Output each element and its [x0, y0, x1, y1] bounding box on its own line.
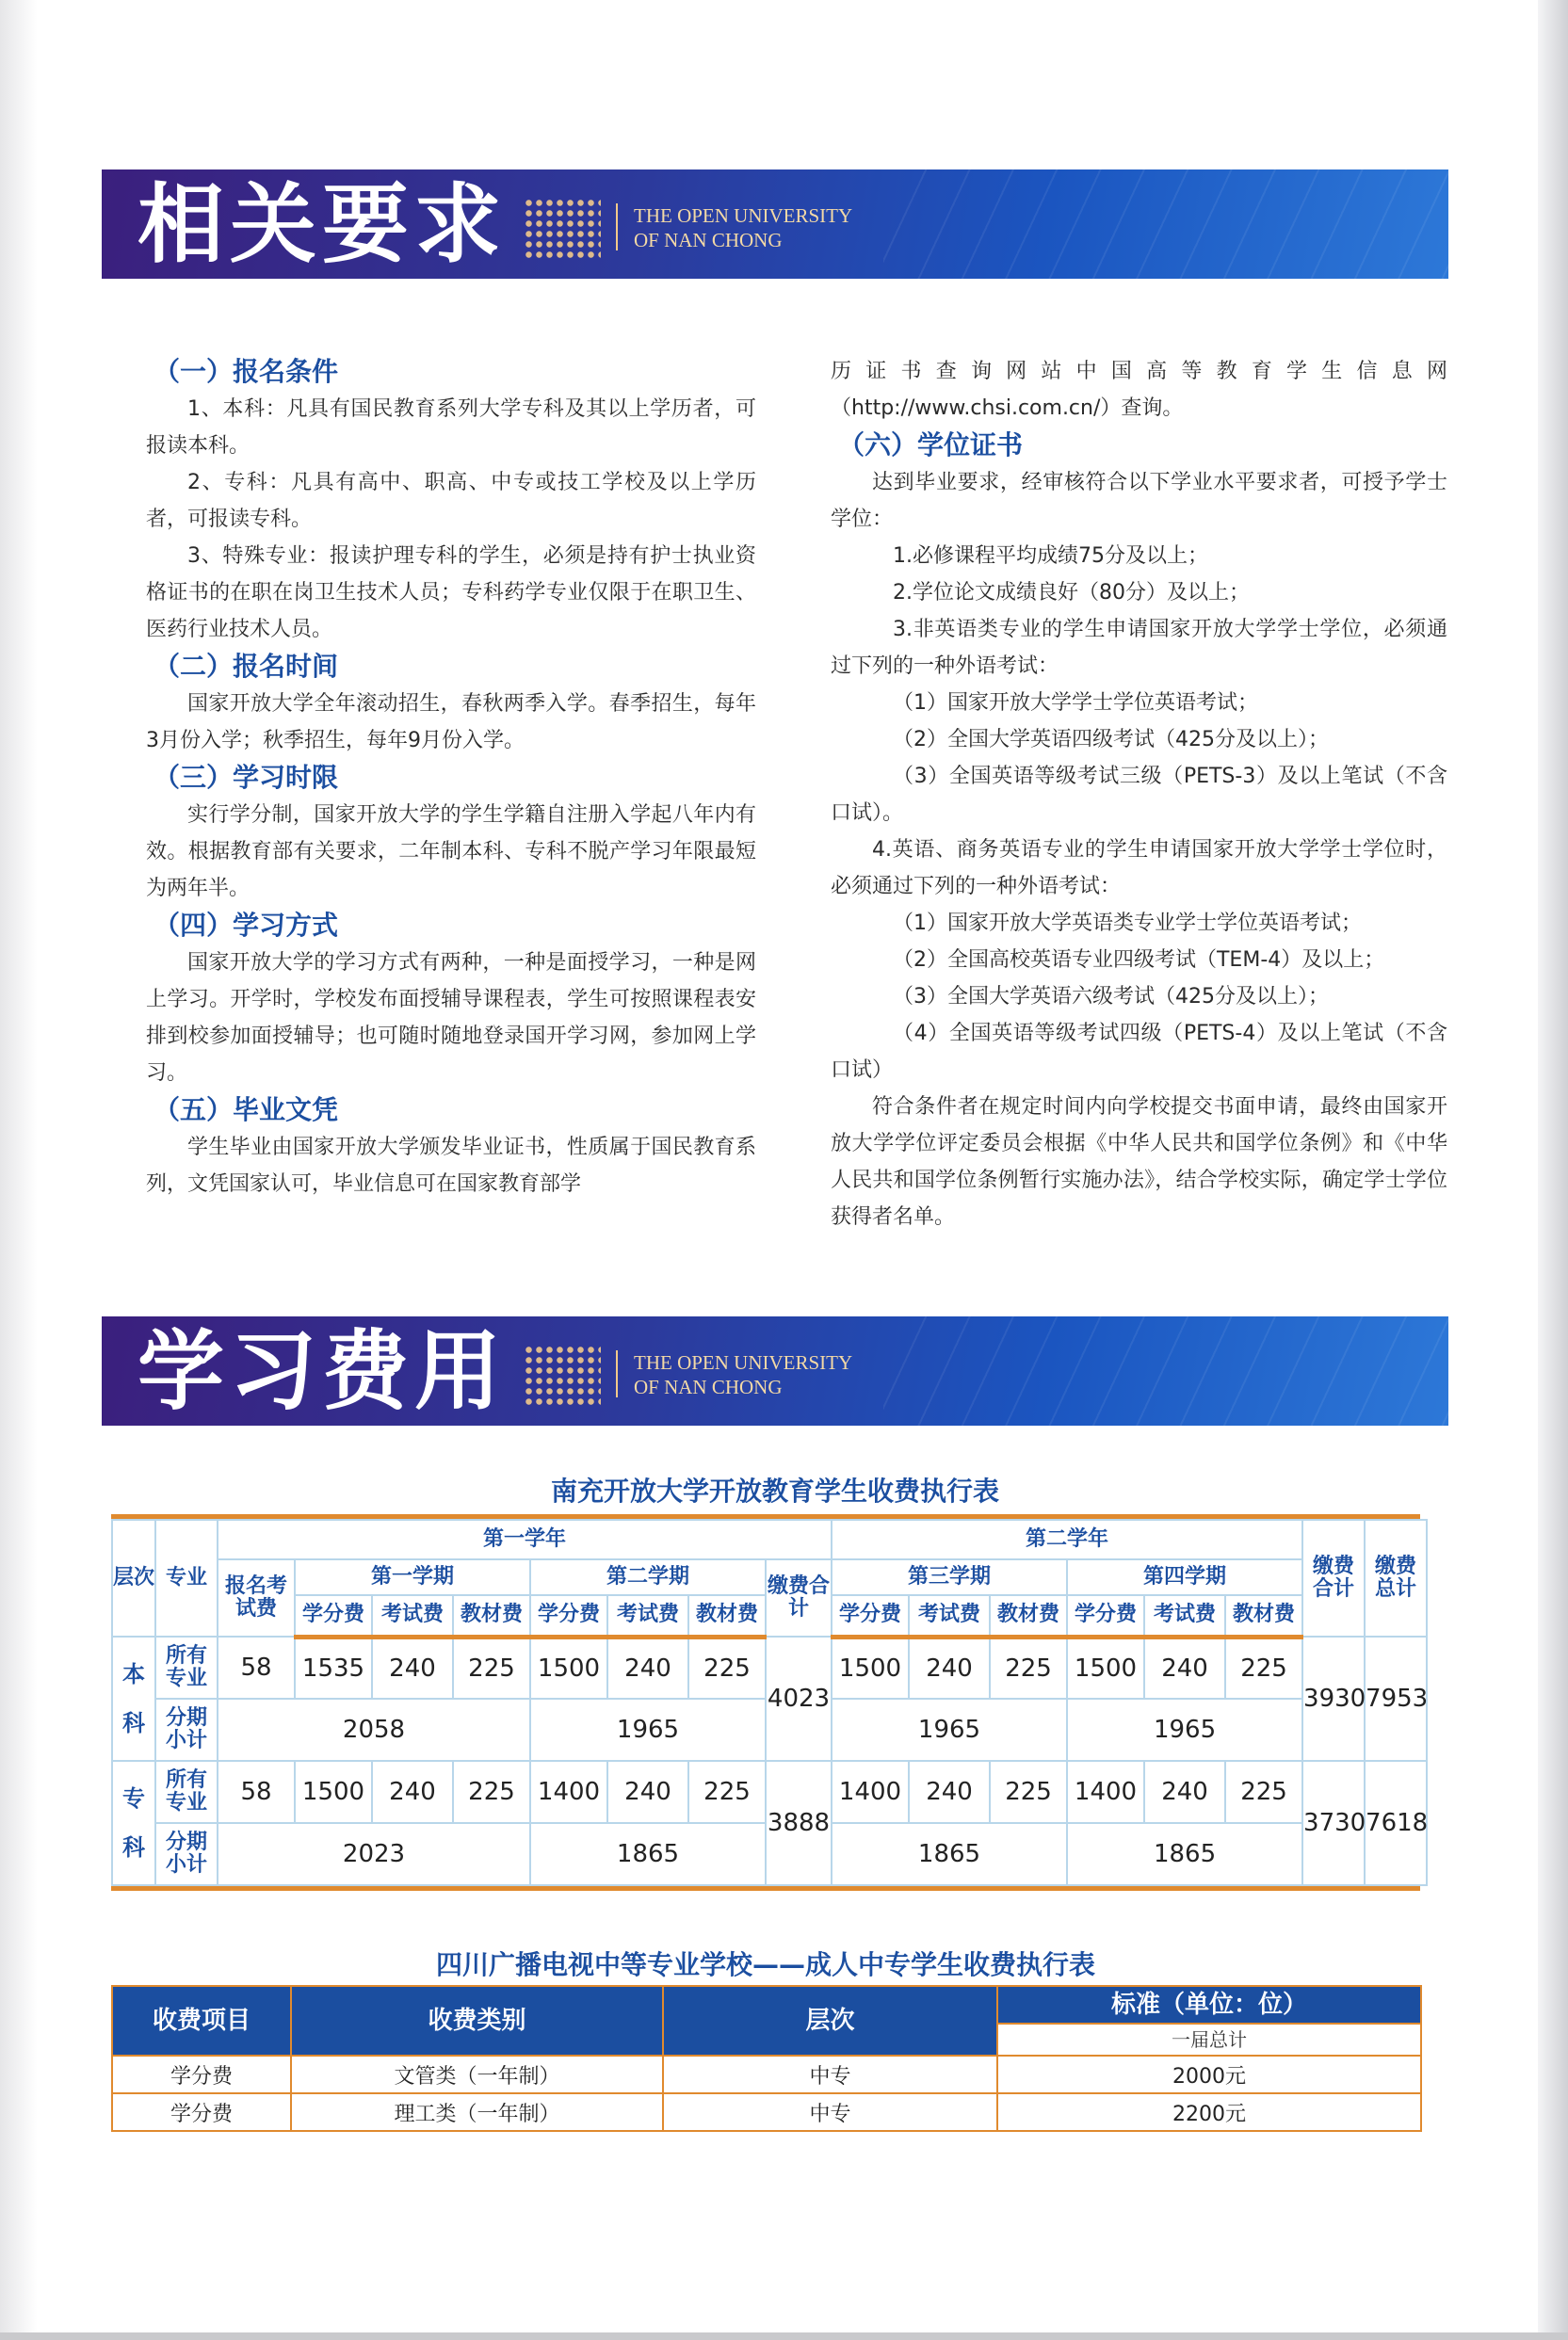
banner-en-line2: OF NAN CHONG: [634, 229, 783, 251]
paragraph: 2.学位论文成绩良好（80分）及以上；: [893, 581, 1250, 605]
paragraph: 符合条件者在规定时间内向学校提交书面申请，最终由国家开放大学学位评定委员会根据《中华人民共和国学位条例》和《中华人民共和国学位条例暂行实施办法》，结合学校实际，确定学士学位获得者名单。: [831, 1095, 1447, 1229]
fees-banner: [102, 1316, 1448, 1426]
header-fee-category: 收费类别: [291, 1986, 663, 2056]
banner-separator: [616, 1350, 618, 1397]
page-bottom-edge: [0, 2332, 1568, 2340]
header-reg-fee: 报名考试费: [218, 1559, 295, 1637]
cell: 225: [1225, 1761, 1302, 1823]
heading-registration-time: （二）报名时间: [154, 651, 339, 682]
cell: 240: [372, 1637, 453, 1699]
cell-y1-total: 4023: [766, 1637, 832, 1761]
paragraph: 历证书查询网站中国高等教育学生信息网（http://www.chsi.com.cn/）查询。: [831, 360, 1447, 420]
table-row: [112, 2093, 1421, 2131]
adult-school-fee-table: [111, 1985, 1422, 2132]
cell: 240: [909, 1761, 990, 1823]
table-row: [112, 1637, 1427, 1699]
cell: 225: [990, 1761, 1067, 1823]
cell: 240: [372, 1761, 453, 1823]
cell: 1500: [1067, 1637, 1144, 1699]
cell: 1400: [1067, 1761, 1144, 1823]
heading-graduation-diploma: （五）毕业文凭: [154, 1094, 339, 1125]
cell: 240: [607, 1637, 688, 1699]
cell-subtotal: 1965: [832, 1699, 1067, 1761]
banner-en-line1: THE OPEN UNIVERSITY: [634, 204, 853, 227]
cell: 58: [218, 1637, 295, 1699]
cell-category: 理工类（一年制）: [291, 2093, 663, 2131]
cell: 240: [909, 1637, 990, 1699]
header-credit: 学分费: [295, 1595, 372, 1637]
header-sem1: 第一学期: [295, 1559, 530, 1595]
banner-english-text: [634, 203, 852, 252]
cell: 1400: [832, 1761, 909, 1823]
paragraph: （3）全国大学英语六级考试（425分及以上）；: [893, 985, 1329, 1009]
cell-item: 学分费: [112, 2093, 291, 2131]
header-exam: 考试费: [372, 1595, 453, 1637]
right-text-column: [831, 353, 1447, 1235]
header-exam: 考试费: [607, 1595, 688, 1637]
table-row: [112, 2056, 1421, 2093]
cell: 1400: [530, 1761, 607, 1823]
paragraph: （2）全国大学英语四级考试（425分及以上）；: [893, 728, 1329, 751]
header-book: 教材费: [688, 1595, 766, 1637]
cell: 225: [990, 1637, 1067, 1699]
paragraph: 1.必修课程平均成绩75分及以上；: [893, 544, 1208, 568]
header-year1: 第一学年: [218, 1520, 832, 1559]
header-standard: 标准（单位：位）: [997, 1986, 1421, 2024]
banner-separator: [616, 203, 618, 250]
header-book: 教材费: [990, 1595, 1067, 1637]
heading-registration-conditions: （一）报名条件: [154, 356, 339, 387]
paragraph: 达到毕业要求，经审核符合以下学业水平要求者，可授予学士学位：: [831, 471, 1447, 531]
cell: 1535: [295, 1637, 372, 1699]
header-level: 层次: [112, 1520, 155, 1637]
header-credit: 学分费: [530, 1595, 607, 1637]
cell-subtotal: 1865: [530, 1823, 766, 1885]
adult-school-table-title: 四川广播电视中等专业学校——成人中专学生收费执行表: [435, 1949, 1095, 1980]
header-year2: 第二学年: [832, 1520, 1302, 1559]
cell: 225: [453, 1637, 530, 1699]
cell: 1500: [530, 1637, 607, 1699]
cell-amount: 2200元: [997, 2093, 1421, 2131]
left-text-column: [146, 353, 756, 1202]
paragraph: 国家开放大学的学习方式有两种，一种是面授学习，一种是网上学习。开学时，学校发布面授辅导课程表，学生可按照课程表安排到校参加面授辅导；也可随时随地登录国开学习网，参加网上学习。: [146, 951, 756, 1085]
cell-y2-total: 3930: [1302, 1637, 1365, 1761]
cell: 1500: [295, 1761, 372, 1823]
requirements-banner: [102, 169, 1448, 279]
header-exam: 考试费: [1144, 1595, 1225, 1637]
level-zhuanke: 专科: [112, 1761, 155, 1885]
requirements-title: 相关要求: [137, 173, 508, 275]
header-grand-total: 缴费总计: [1365, 1520, 1427, 1637]
header-exam: 考试费: [909, 1595, 990, 1637]
header-sem4: 第四学期: [1067, 1559, 1302, 1595]
cell-subtotal: 1865: [1067, 1823, 1302, 1885]
cell: 225: [453, 1761, 530, 1823]
label-subtotal: 分期小计: [155, 1699, 218, 1761]
paragraph: （1）国家开放大学英语类专业学士学位英语考试；: [893, 912, 1362, 935]
header-level: 层次: [663, 1986, 997, 2056]
cell-level: 中专: [663, 2093, 997, 2131]
fee-table-wrapper: [111, 1514, 1429, 1891]
cell: 225: [688, 1761, 766, 1823]
paragraph: 4.英语、商务英语专业的学生申请国家开放大学学士学位时，必须通过下列的一种外语考试：: [831, 838, 1447, 898]
cell-subtotal: 2058: [218, 1699, 530, 1761]
header-credit: 学分费: [1067, 1595, 1144, 1637]
paragraph: 学生毕业由国家开放大学颁发毕业证书，性质属于国民教育系列，文凭国家认可，毕业信息可在国家教育部学: [146, 1136, 756, 1196]
cell-item: 学分费: [112, 2056, 291, 2093]
cell: 240: [607, 1761, 688, 1823]
paragraph: （2）全国高校英语专业四级考试（TEM-4）及以上；: [893, 948, 1385, 972]
page-shade-right: [1538, 0, 1568, 2340]
cell-level: 中专: [663, 2056, 997, 2093]
level-benke: 本科: [112, 1637, 155, 1761]
cell-subtotal: 1865: [832, 1823, 1067, 1885]
dot-pattern-icon: [524, 198, 601, 258]
paragraph: 2、专科：凡具有高中、职高、中专或技工学校及以上学历者，可报读专科。: [146, 471, 756, 531]
cell-subtotal: 1965: [1067, 1699, 1302, 1761]
cell: 1500: [832, 1637, 909, 1699]
header-y2-total: 缴费合计: [1302, 1520, 1365, 1637]
header-major: 专业: [155, 1520, 218, 1637]
table-row: [112, 1761, 1427, 1823]
paragraph: 3、特殊专业：报读护理专科的学生，必须是持有护士执业资格证书的在职在岗卫生技术人员；专科药学专业仅限于在职卫生、医药行业技术人员。: [146, 544, 756, 641]
banner-en-line2: OF NAN CHONG: [634, 1376, 783, 1398]
page-shade-left: [0, 0, 38, 2340]
paragraph: （3）全国英语等级考试三级（PETS-3）及以上笔试（不含口试）。: [831, 765, 1447, 825]
paragraph: 3.非英语类专业的学生申请国家开放大学学士学位，必须通过下列的一种外语考试：: [831, 618, 1447, 678]
header-session-total: 一届总计: [997, 2024, 1421, 2056]
header-fee-item: 收费项目: [112, 1986, 291, 2056]
cell-category: 文管类（一年制）: [291, 2056, 663, 2093]
cell: 240: [1144, 1637, 1225, 1699]
header-y1-total: 缴费合计: [766, 1559, 832, 1637]
cell-grand-total: 7618: [1365, 1761, 1427, 1885]
cell: 240: [1144, 1761, 1225, 1823]
header-sem2: 第二学期: [530, 1559, 766, 1595]
header-sem3: 第三学期: [832, 1559, 1067, 1595]
cell-y2-total: 3730: [1302, 1761, 1365, 1885]
cell-grand-total: 7953: [1365, 1637, 1427, 1761]
fee-table-title: 南充开放大学开放教育学生收费执行表: [550, 1476, 999, 1507]
cell: 225: [1225, 1637, 1302, 1699]
paragraph: 国家开放大学全年滚动招生，春秋两季入学。春季招生，每年3月份入学；秋季招生，每年9月份入学。: [146, 692, 756, 752]
label-all-majors: 所有专业: [155, 1637, 218, 1699]
cell: 58: [218, 1761, 295, 1823]
dot-pattern-icon: [524, 1345, 601, 1405]
cell: 225: [688, 1637, 766, 1699]
header-credit: 学分费: [832, 1595, 909, 1637]
header-book: 教材费: [453, 1595, 530, 1637]
cell-subtotal: 2023: [218, 1823, 530, 1885]
paragraph: （4）全国英语等级考试四级（PETS-4）及以上笔试（不含口试）: [831, 1022, 1447, 1082]
cell-amount: 2000元: [997, 2056, 1421, 2093]
banner-en-line1: THE OPEN UNIVERSITY: [634, 1351, 853, 1374]
fee-table: [111, 1519, 1428, 1886]
paragraph: 1、本科：凡具有国民教育系列大学专科及其以上学历者，可报读本科。: [146, 397, 756, 458]
cell-y1-total: 3888: [766, 1761, 832, 1885]
banner-english-text: [634, 1350, 852, 1399]
label-all-majors: 所有专业: [155, 1761, 218, 1823]
cell-subtotal: 1965: [530, 1699, 766, 1761]
heading-study-method: （四）学习方式: [154, 910, 339, 941]
paragraph: 实行学分制，国家开放大学的学生学籍自注册入学起八年内有效。根据教育部有关要求，二年制本科、专科不脱产学习年限最短为两年半。: [146, 803, 756, 900]
paragraph: （1）国家开放大学学士学位英语考试；: [893, 691, 1258, 715]
fees-title: 学习费用: [137, 1320, 508, 1422]
heading-degree-certificate: （六）学位证书: [838, 429, 1024, 460]
heading-study-period: （三）学习时限: [154, 762, 339, 793]
label-subtotal: 分期小计: [155, 1823, 218, 1885]
header-book: 教材费: [1225, 1595, 1302, 1637]
